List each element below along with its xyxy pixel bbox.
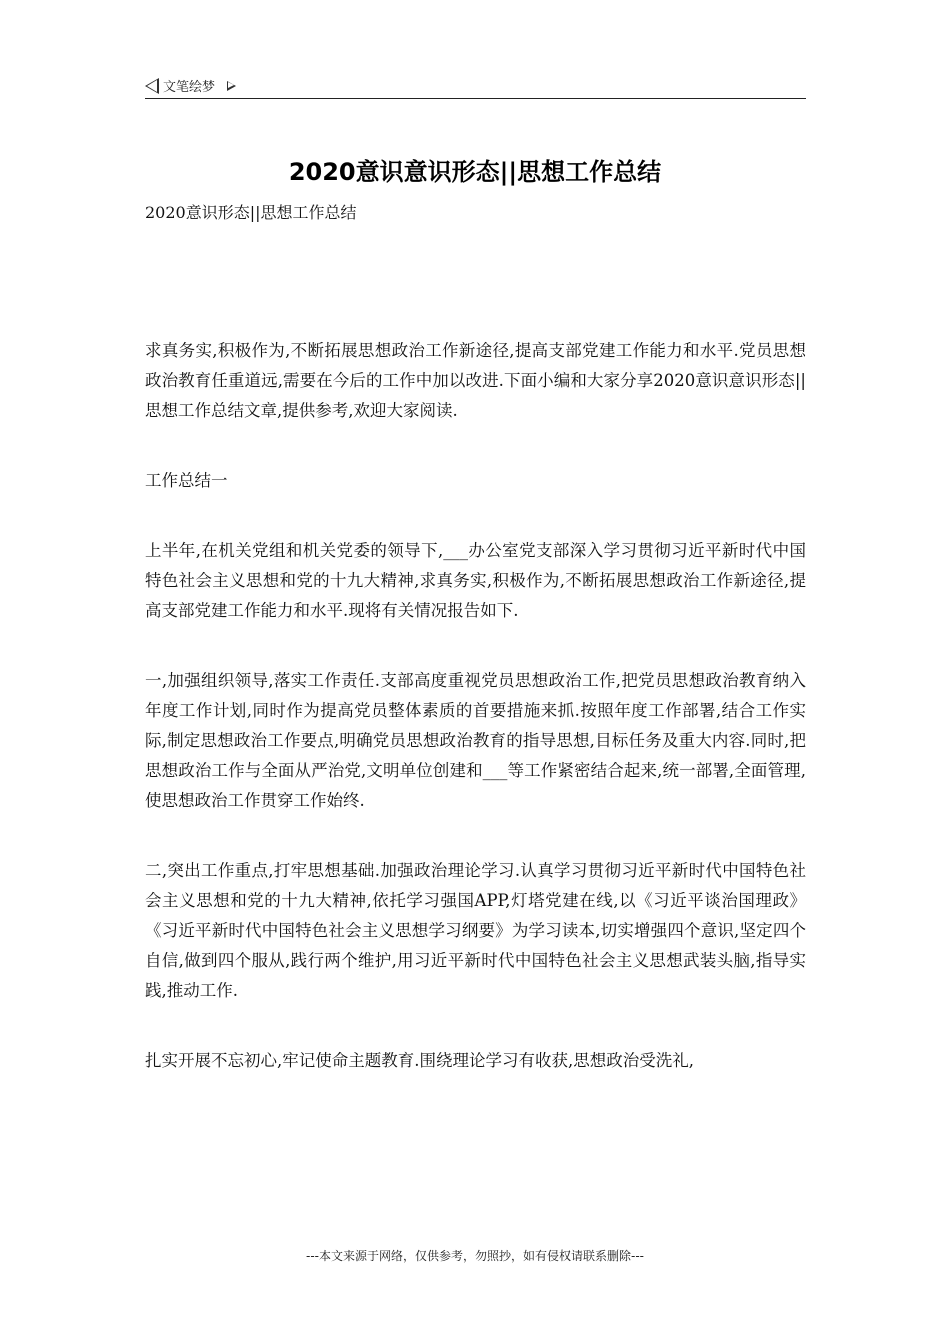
triangle-left-icon <box>145 78 159 94</box>
body-paragraph: 一,加强组织领导,落实工作责任.支部高度重视党员思想政治工作,把党员思想政治教育纳入年度工作计划,同时作为提高党员整体素质的首要措施来抓.按照年度工作部署,结合工作实际,制定思想政治工作要点,明确党员思想政治教育的指导思想,目标任务及重大内容.同时,把思想政治工作与全面从严治党,文明单位创建和___等工作紧密结合起来,统一部署,全面管理,使思想政治工作贯穿工作始终. <box>145 671 806 810</box>
document-subtitle: 2020意识形态||思想工作总结 <box>145 203 357 222</box>
triangle-right-icon <box>227 81 236 91</box>
document-title: 2020意识意识形态||思想工作总结 <box>288 158 662 186</box>
body-paragraph: 上半年,在机关党组和机关党委的领导下,___办公室党支部深入学习贯彻习近平新时代中国特色社会主义思想和党的十九大精神,求真务实,积极作为,不断拓展思想政治工作新途径,提高支部党建工作能力和水平.现将有关情况报告如下. <box>145 541 806 620</box>
body-paragraph: 扎实开展不忘初心,牢记使命主题教育.围绕理论学习有收获,思想政治受洗礼, <box>145 1051 694 1070</box>
site-name: 文笔绘梦 <box>163 80 216 95</box>
intro-paragraph: 求真务实,积极作为,不断拓展思想政治工作新途径,提高支部党建工作能力和水平.党员思想政治教育任重道远,需要在今后的工作中加以改进.下面小编和大家分享2020意识意识形态||思想工作总结文章,提供参考,欢迎大家阅读. <box>145 341 806 420</box>
document-body <box>145 336 806 1076</box>
footer-disclaimer: ---本文来源于网络，仅供参考，勿照抄，如有侵权请联系删除--- <box>306 1249 644 1263</box>
page-header <box>145 74 806 99</box>
body-paragraph: 二,突出工作重点,打牢思想基础.加强政治理论学习.认真学习贯彻习近平新时代中国特色社会主义思想和党的十九大精神,依托学习强国APP,灯塔党建在线,以《习近平谈治国理政》《习近平新时代中国特色社会主义思想学习纲要》为学习读本,切实增强四个意识,坚定四个自信,做到四个服从,践行两个维护,用习近平新时代中国特色社会主义思想武装头脑,指导实践,推动工作. <box>145 861 806 1000</box>
section-heading: 工作总结一 <box>145 471 228 490</box>
header-brand <box>145 76 236 95</box>
